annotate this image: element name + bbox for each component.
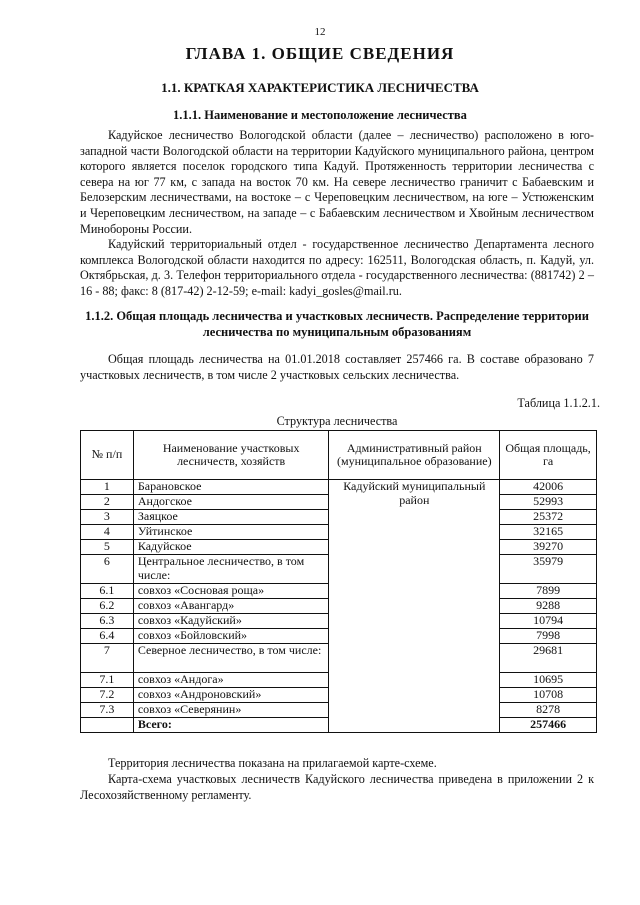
row-name: Андогское [133,495,329,510]
row-name: совхоз «Бойловский» [133,629,329,644]
subsection-1-title: 1.1.1. Наименование и местоположение лесничества [173,108,467,122]
header-name: Наименование участковых лесничеств, хозяйств [133,431,329,480]
row-num: 7.1 [81,673,134,688]
row-num: 6.1 [81,584,134,599]
row-name: совхоз «Авангард» [133,599,329,614]
row-num: 6 [81,555,134,584]
row-area: 7899 [500,584,597,599]
closing-paragraph-1: Территория лесничества показана на прилагаемой карте-схеме. [108,756,437,770]
section-title: 1.1. КРАТКАЯ ХАРАКТЕРИСТИКА ЛЕСНИЧЕСТВА [161,80,479,95]
district-cell: Кадуйский муниципальный район [329,480,500,733]
row-area: 39270 [500,540,597,555]
row-num: 4 [81,525,134,540]
row-area: 10708 [500,688,597,703]
row-name: совхоз «Северянин» [133,703,329,718]
total-label: Всего: [133,718,329,733]
table-title: Структура лесничества [276,414,398,428]
row-area: 52993 [500,495,597,510]
row-area: 8278 [500,703,597,718]
row-area: 25372 [500,510,597,525]
row-num: 5 [81,540,134,555]
row-num: 7 [81,644,134,673]
row-name: Уйтинское [133,525,329,540]
area-paragraph: Общая площадь лесничества на 01.01.2018 составляет 257466 га. В составе образовано 7 участковых лесничеств, в том числе 2 участковых сельских лесничества. [80,352,594,382]
row-name: совхоз «Андроновский» [133,688,329,703]
row-num: 6.2 [81,599,134,614]
row-area: 32165 [500,525,597,540]
row-num: 6.3 [81,614,134,629]
row-num: 2 [81,495,134,510]
row-area: 9288 [500,599,597,614]
closing-paragraph-2: Карта-схема участковых лесничеств Кадуйского лесничества приведена в приложении 2 к Лесохозяйственному регламенту. [80,772,594,802]
row-num: 6.4 [81,629,134,644]
header-num: № п/п [81,431,134,480]
header-area: Общая площадь, га [500,431,597,480]
location-paragraph: Кадуйское лесничество Вологодской области (далее – лесничество) расположено в юго-западной части Вологодской области на территории Кадуйского муниципального района, центром которого является поселок городского типа Кадуй. Протяженность территории лесничества с севера на юг 77 км, с запада на восток 70 км. На севере лесничество граничит с Бабаевским и Белозерским лесничествами, на востоке – с Череповецким лесничеством, на юге – Устюженским и Череповецким лесничеством, на западе – с Бабаевским лесничеством и Хвойным лесничеством Минобороны России. [80,128,594,236]
row-area: 10695 [500,673,597,688]
row-name: Северное лесничество, в том числе: [133,644,329,673]
header-district: Административный район (муниципальное образование) [329,431,500,480]
row-name: совхоз «Андога» [133,673,329,688]
row-num: 3 [81,510,134,525]
row-num: 1 [81,480,134,495]
row-area: 29681 [500,644,597,673]
row-num: 7.2 [81,688,134,703]
address-paragraph: Кадуйский территориальный отдел - государственное лесничество Департамента лесного комплекса Вологодской области находится по адресу: 162511, Вологодская область, п. Кадуй, ул. Октябрьская, д. 3. Телефон территориального отдела - государственного лесничества: (881742) 2 – 16 - 88; факс: 8 (817-42) 2-12-59; e-mail: kadyi_gosles@mail.ru. [80,237,594,298]
row-name: Заяцкое [133,510,329,525]
row-area: 10794 [500,614,597,629]
row-name: Кадуйское [133,540,329,555]
subsection-2-title: 1.1.2. Общая площадь лесничества и участковых лесничеств. Распределение территории лесничества по муниципальным образованиям [85,309,589,339]
row-name: совхоз «Сосновая роща» [133,584,329,599]
total-num-empty [81,718,134,733]
row-num: 7.3 [81,703,134,718]
table-caption: Таблица 1.1.2.1. [517,396,600,410]
table-row [81,480,597,495]
forestry-structure-table [80,430,597,733]
total-value: 257466 [500,718,597,733]
row-name: Барановское [133,480,329,495]
row-area: 42006 [500,480,597,495]
row-area: 7998 [500,629,597,644]
row-name: Центральное лесничество, в том числе: [133,555,329,584]
row-area: 35979 [500,555,597,584]
chapter-title: ГЛАВА 1. ОБЩИЕ СВЕДЕНИЯ [185,44,455,63]
row-name: совхоз «Кадуйский» [133,614,329,629]
page-number: 12 [314,26,326,38]
